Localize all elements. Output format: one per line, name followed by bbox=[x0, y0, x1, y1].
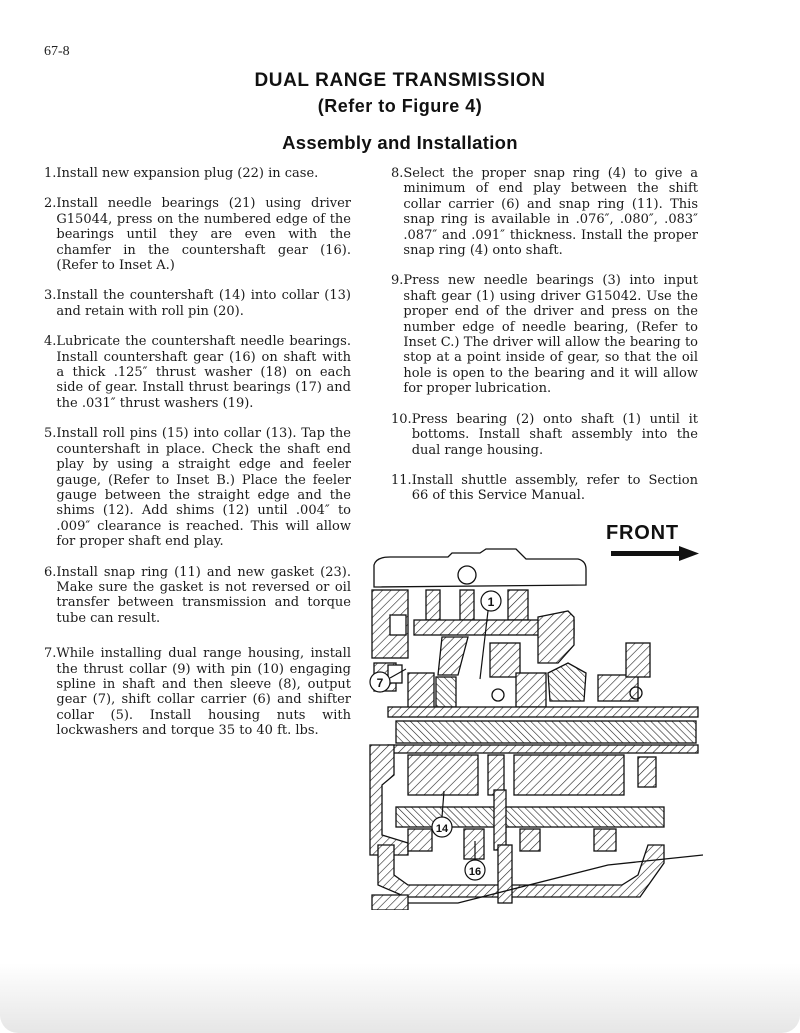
figure-reference: (Refer to Figure 4) bbox=[317, 96, 483, 116]
step-number: 2. bbox=[44, 196, 57, 212]
svg-text:16: 16 bbox=[468, 866, 482, 878]
step-number: 1. bbox=[44, 166, 57, 181]
step-number: 7. bbox=[44, 646, 57, 662]
step-8 bbox=[391, 166, 698, 258]
step-1 bbox=[44, 166, 351, 181]
step-text: Install shuttle assembly, refer to Section 66 of this Service Manual. bbox=[411, 472, 698, 504]
step-number: 6. bbox=[44, 564, 57, 580]
step-number: 5. bbox=[44, 426, 57, 442]
step-text: Install needle bearings (21) using driver G15044, press on the numbered edge of the bearings until they are even with the chamfer in the countershaft gear (16). (Refer to Inset A.) bbox=[56, 196, 351, 274]
step-text: Install roll pins (15) into collar (13). Tap the countershaft in place. Check the shaft end play by using a straight edge and feeler gauge, (Refer to Inset B.) Place the feeler gauge between the straight edge and the shims (12). Add shims (12) until .004″ to .009″ clearance is reached. This will allow for proper shaft end play. bbox=[56, 426, 351, 550]
front-direction-label: FRONT bbox=[606, 522, 679, 544]
step-6 bbox=[44, 565, 351, 627]
right-column bbox=[391, 166, 698, 519]
step-5 bbox=[44, 426, 351, 549]
step-10 bbox=[391, 412, 698, 458]
step-number: 4. bbox=[44, 334, 57, 350]
step-7 bbox=[44, 646, 351, 738]
step-text: Select the proper snap ring (4) to give a minimum of end play between the shift collar carrier (6) and snap ring (11). This snap ring is available in .076″, .080″, .083″ .087″ and .091″ thickness. Install the proper snap ring (4) onto shaft. bbox=[403, 166, 698, 259]
step-3 bbox=[44, 288, 351, 319]
svg-text:14: 14 bbox=[435, 823, 449, 835]
step-11 bbox=[391, 473, 698, 504]
transmission-cross-section-diagram bbox=[368, 545, 703, 910]
step-2 bbox=[44, 196, 351, 273]
step-text: Install snap ring (11) and new gasket (23). Make sure the gasket is not reversed or oil transfer between transmission and torque tube can result. bbox=[56, 564, 351, 626]
step-text: Install new expansion plug (22) in case. bbox=[56, 166, 319, 181]
step-text: While installing dual range housing, install the thrust collar (9) with pin (10) engaging spline in shaft and then sleeve (8), output gear (7), shift collar carrier (6) and shifter collar (5). Install housing nuts with lockwashers and torque 35 to 40 ft. lbs. bbox=[56, 646, 351, 739]
svg-text:1: 1 bbox=[487, 595, 495, 609]
step-number: 11. bbox=[391, 472, 412, 488]
step-number: 10. bbox=[391, 411, 412, 427]
step-text: Install the countershaft (14) into collar (13) and retain with roll pin (20). bbox=[56, 288, 351, 319]
left-column bbox=[44, 166, 351, 754]
page-number: 67-8 bbox=[44, 44, 70, 59]
step-text: Lubricate the countershaft needle bearings. Install countershaft gear (16) on shaft with a thick .125″ thrust washer (18) on each side of gear. Install thrust bearings (17) and the .031″ thrust washers (19). bbox=[56, 334, 351, 411]
step-text: Press bearing (2) onto shaft (1) until it bottoms. Install shaft assembly into the dual range housing. bbox=[411, 411, 698, 458]
svg-text:7: 7 bbox=[376, 676, 384, 690]
step-number: 8. bbox=[391, 166, 404, 181]
step-4 bbox=[44, 334, 351, 411]
section-heading: Assembly and Installation bbox=[282, 132, 518, 153]
step-text: Press new needle bearings (3) into input shaft gear (1) using driver G15042. Use the proper end of the driver and press on the number edge of needle bearing, (Refer to Inset C.) The driver will allow the bearing to stop at a point inside of gear, so that the oil hole is open to the bearing and it will allow for proper lubrication. bbox=[403, 273, 698, 397]
page-title: DUAL RANGE TRANSMISSION bbox=[254, 70, 546, 91]
step-number: 9. bbox=[391, 273, 404, 289]
step-number: 3. bbox=[44, 288, 57, 304]
page-bottom-shadow bbox=[0, 963, 800, 1033]
step-9 bbox=[391, 273, 698, 396]
